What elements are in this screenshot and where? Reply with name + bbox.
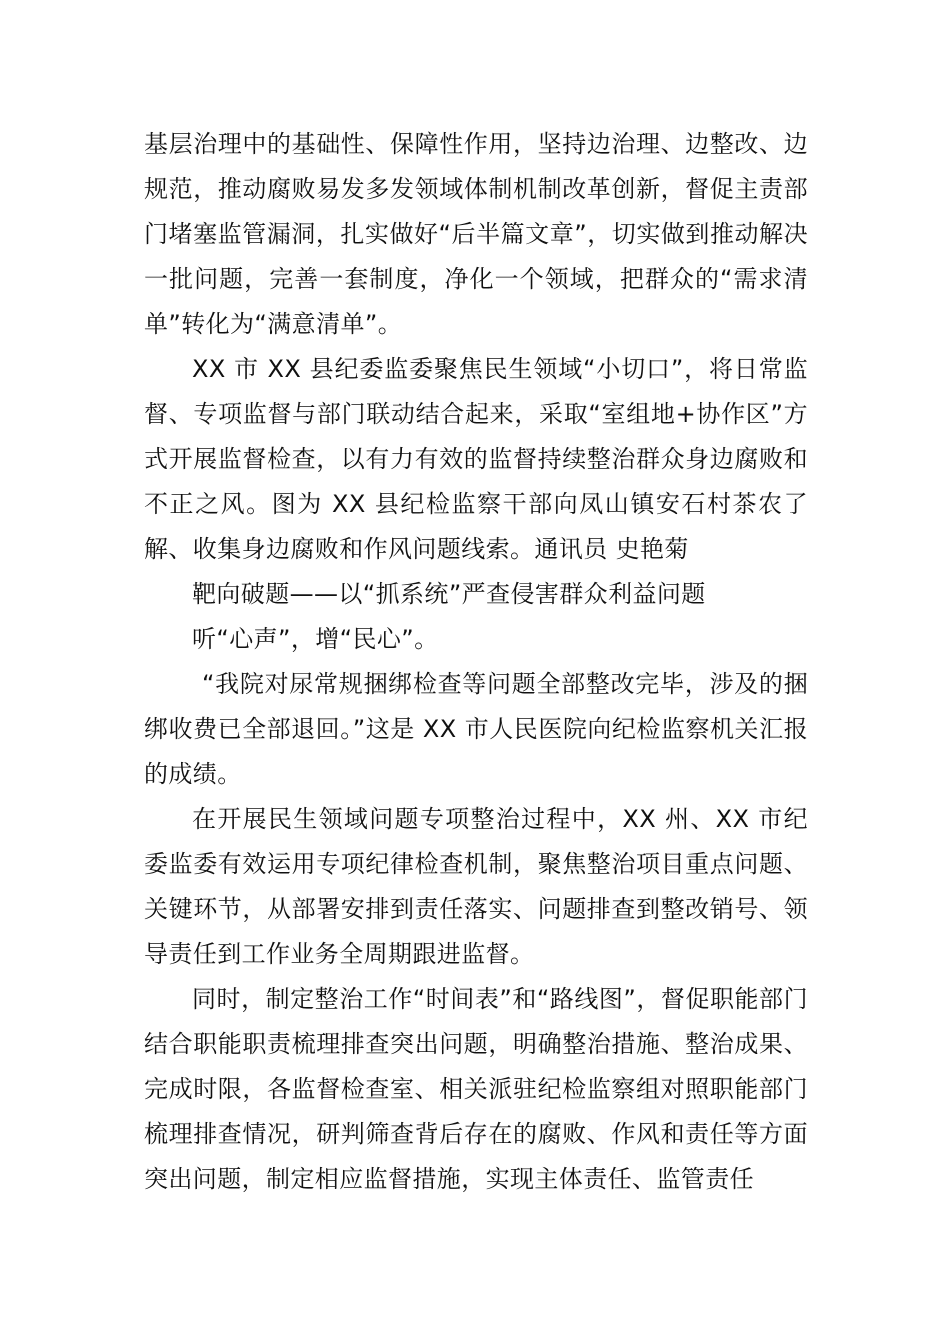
document-body xyxy=(144,122,808,1202)
section-heading: 靶向破题——以“抓系统”严查侵害群众利益问题 xyxy=(192,580,706,608)
subheading: 听“心声”，增“民心”。 xyxy=(192,625,439,653)
paragraph-photo-caption: XX 市 XX 县纪委监委聚焦民生领域“小切口”，将日常监督、专项监督与部门联动结合起来，采取“室组地+协作区”方式开展监督检查，以有力有效的监督持续整治群众身边腐败和不正之风。图为 XX 县纪检监察干部向凤山镇安石村茶农了解、收集身边腐败和作风问题线索。通讯员 史艳菊 xyxy=(144,355,808,563)
paragraph-special-rectification: 在开展民生领域问题专项整治过程中，XX 州、XX 市纪委监委有效运用专项纪律检查机制，聚焦整治项目重点问题、关键环节，从部署安排到责任落实、问题排查到整改销号、领导责任到工作业务全周期跟进监督。 xyxy=(144,805,808,968)
paragraph-quote: “我院对尿常规捆绑检查等问题全部整改完毕，涉及的捆绑收费已全部退回。”这是 XX 市人民医院向纪检监察机关汇报的成绩。 xyxy=(144,670,808,788)
paragraph-timetable: 同时，制定整治工作“时间表”和“路线图”，督促职能部门结合职能职责梳理排查突出问题，明确整治措施、整治成果、完成时限，各监督检查室、相关派驻纪检监察组对照职能部门梳理排查情况，研判筛查背后存在的腐败、作风和责任等方面突出问题，制定相应监督措施，实现主体责任、监管责任 xyxy=(144,985,808,1193)
paragraph-continuation: 基层治理中的基础性、保障性作用，坚持边治理、边整改、边规范，推动腐败易发多发领域体制机制改革创新，督促主责部门堵塞监管漏洞，扎实做好“后半篇文章”，切实做到推动解决一批问题，完善一套制度，净化一个领域，把群众的“需求清单”转化为“满意清单”。 xyxy=(144,130,808,338)
